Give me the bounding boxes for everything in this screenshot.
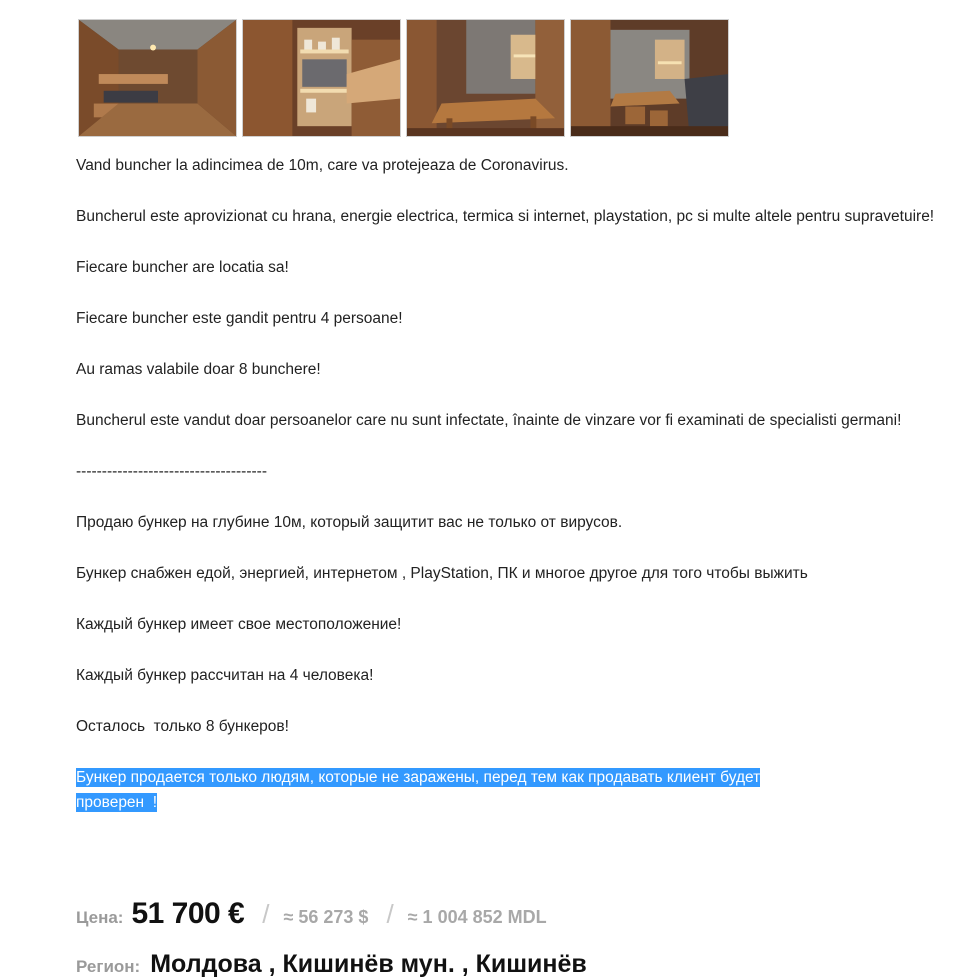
- price-row: [76, 897, 547, 931]
- listing-description: [76, 153, 936, 815]
- region-label: Регион:: [76, 957, 141, 976]
- desc-ro-line-5: Au ramas valabile doar 8 bunchere!: [76, 361, 321, 378]
- price-main: 51 700 €: [131, 897, 245, 930]
- price-separator-2: /: [386, 899, 394, 929]
- desc-ro-line-4: Fiecare buncher este gandit pentru 4 persoane!: [76, 310, 403, 327]
- price-usd: ≈ 56 273 $: [283, 907, 369, 927]
- desc-ru-line-2: Бункер снабжен едой, энергией, интернетом , PlayStation, ПК и многое другое для того чтобы выжить: [76, 565, 808, 582]
- desc-divider: -------------------------------------: [76, 463, 267, 480]
- price-label: Цена:: [76, 908, 124, 927]
- desc-ru-line-4: Каждый бункер рассчитан на 4 человека!: [76, 667, 374, 684]
- desc-ro-line-1: Vand buncher la adincimea de 10m, care va protejeaza de Coronavirus.: [76, 157, 569, 174]
- bunker-table-photo-icon: [407, 20, 564, 136]
- gallery-thumb-2[interactable]: [242, 19, 401, 137]
- desc-ru-line-5: Осталось только 8 бункеров!: [76, 718, 289, 735]
- photo-gallery: [78, 19, 729, 137]
- price-separator-1: /: [262, 899, 270, 929]
- region-row: [76, 950, 587, 979]
- desc-ru-selected-paragraph: [76, 765, 936, 815]
- region-link[interactable]: Молдова , Кишинёв мун. , Кишинёв: [150, 950, 587, 978]
- gallery-thumb-4[interactable]: [570, 19, 729, 137]
- bunker-room-photo-icon: [571, 20, 728, 136]
- selected-text-line-1: Бункер продается только людям, которые не заражены, перед тем как продавать клиент будет: [76, 769, 761, 786]
- price-mdl: ≈ 1 004 852 MDL: [407, 907, 547, 927]
- bunker-bunkbed-photo-icon: [79, 20, 236, 136]
- desc-ru-line-3: Каждый бункер имеет свое местоположение!: [76, 616, 402, 633]
- region-value: [150, 950, 587, 979]
- desc-ru-line-1: Продаю бункер на глубине 10м, который защитит вас не только от вирусов.: [76, 514, 623, 531]
- selected-text-line-2: проверен !: [76, 794, 158, 811]
- desc-ro-line-6: Buncherul este vandut doar persoanelor care nu sunt infectate, înainte de vinzare vor fi examinati de specialisti germani!: [76, 412, 902, 429]
- desc-ro-line-3: Fiecare buncher are locatia sa!: [76, 259, 289, 276]
- gallery-thumb-3[interactable]: [406, 19, 565, 137]
- bunker-shelves-photo-icon: [243, 20, 400, 136]
- gallery-thumb-1[interactable]: [78, 19, 237, 137]
- desc-ro-line-2: Buncherul este aprovizionat cu hrana, energie electrica, termica si internet, playstation, pc si multe altele pentru supravetuire!: [76, 208, 935, 225]
